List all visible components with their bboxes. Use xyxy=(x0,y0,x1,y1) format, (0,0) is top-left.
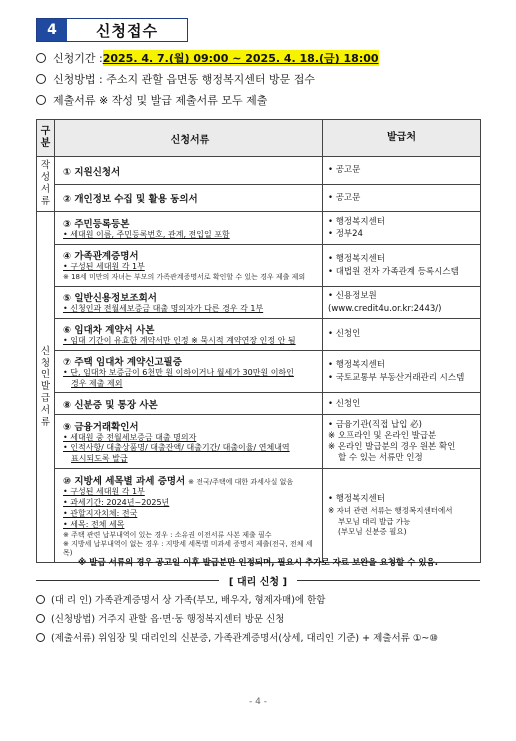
circle-bullet-icon xyxy=(36,633,45,642)
documents-text: 제출서류 ※ 작성 및 발급 제출서류 모두 제출 xyxy=(53,94,268,107)
row6-sub: • 임대 기간이 유효한 계약서만 인정 ※ 묵시적 계약연장 인정 안 됨 xyxy=(63,336,296,345)
period-label: 신청기간 : xyxy=(53,52,103,65)
circle-bullet-icon xyxy=(36,53,46,63)
proxy-header xyxy=(36,573,480,588)
method-line xyxy=(36,71,315,87)
row3-sub: • 세대원 이름, 주민등록번호, 관계, 전입일 포함 xyxy=(63,229,230,239)
row5-issuer2: (www.credit4u.or.kr:2443/) xyxy=(328,303,442,314)
row10-issuer4: (부모님 신분증 필요) xyxy=(338,527,407,537)
row10-note1: ※ 주택 관련 납부내역이 있는 경우 : 소유권 이전서류 사본 제출 필수 xyxy=(63,530,272,539)
header-issuer: 발급처 xyxy=(323,120,481,157)
row5-issuer1: • 신용정보원 xyxy=(328,291,377,302)
documents-line xyxy=(36,92,267,108)
row6-issuer: • 신청인 xyxy=(323,319,481,351)
row4-issuer1: • 행정복지센터 xyxy=(328,254,385,265)
row10-title-note: ※ 전국/주택에 대한 과세사실 없음 xyxy=(188,477,294,486)
section-title: 신청접수 xyxy=(96,21,158,40)
group-issued: 신청인 발급서류 xyxy=(37,212,55,563)
group-written: 작성서류 xyxy=(37,157,55,212)
proxy-title: [ 대리 신청 ] xyxy=(228,577,288,588)
row10-issuer1: • 행정복지센터 xyxy=(328,494,385,505)
row8-issuer: • 신청인 xyxy=(323,393,481,415)
row10-issuer3: 부모님 대리 발급 가능 xyxy=(338,516,411,526)
section-number: 4 xyxy=(37,19,67,41)
row1-issuer: • 공고문 xyxy=(323,157,481,185)
row9-issuer1: • 금융기관(직접 납입 必) xyxy=(328,419,422,430)
proxy-line2-text: (신청방법) 거주지 관할 읍·면·동 행정복지센터 방문 신청 xyxy=(51,614,285,625)
row3-issuer2: • 정부24 xyxy=(328,229,363,239)
row8-title: ⑧ 신분증 및 통장 사본 xyxy=(63,399,158,411)
table-row xyxy=(37,287,481,319)
circle-bullet-icon xyxy=(36,95,46,105)
circle-bullet-icon xyxy=(36,74,46,84)
row9-sub1: • 세대원 중 전월세보증금 대출 명의자 xyxy=(63,432,197,442)
circle-bullet-icon xyxy=(36,614,45,623)
row9-sub3: 표시되도록 발급 xyxy=(71,454,128,464)
proxy-line-3 xyxy=(36,630,438,644)
method-text: 신청방법 : 주소지 관할 읍면동 행정복지센터 방문 접수 xyxy=(53,73,315,86)
period-value: 2025. 4. 7.(월) 09:00 ~ 2025. 4. 18.(금) 18:00 xyxy=(102,52,379,65)
row2-title: ② 개인정보 수집 및 활용 동의서 xyxy=(63,194,198,205)
row10-title: ⑩ 지방세 세목별 과세 증명서 xyxy=(63,475,186,487)
row10-note2: ※ 지방세 납부내역이 없는 경우 : 지방세 세목별 미과세 증명서 제출(전국, 전체 세목) xyxy=(63,539,313,558)
proxy-line-1 xyxy=(36,592,325,606)
row4-sub: • 구성된 세대원 각 1부 xyxy=(63,262,145,272)
header-doc: 신청서류 xyxy=(55,120,323,157)
table-row xyxy=(37,212,481,245)
divider xyxy=(36,580,219,581)
row7-title: ⑦ 주택 임대차 계약신고필증 xyxy=(63,356,182,368)
table-row xyxy=(37,415,481,469)
section-header xyxy=(36,18,188,42)
table-row xyxy=(37,245,481,287)
table-row xyxy=(37,469,481,563)
row10-sub2: • 과세기간: 2024년~2025년 xyxy=(63,498,170,508)
row7-issuer1: • 행정복지센터 xyxy=(328,360,385,371)
row2-issuer: • 공고문 xyxy=(323,185,481,212)
row5-title: ⑤ 일반신용정보조회서 xyxy=(63,293,157,305)
row9-sub2: • 인적사항/ 대출상품명/ 대출잔액/ 대출기간/ 대출이율/ 연체내역 xyxy=(63,443,290,453)
proxy-line1-text: (대 리 인) 가족관계증명서 상 가족(부모, 배우자, 형제자매)에 한함 xyxy=(51,595,326,606)
row4-note: ※ 18세 미만의 자녀는 부모의 가족관계증명서로 확인할 수 있는 경우 제출 제외 xyxy=(63,273,306,282)
proxy-line3-text: (제출서류) 위임장 및 대리인의 신분증, 가족관계증명서(상세, 대리인 기준) + 제출서류 ①~⑩ xyxy=(51,633,438,644)
row4-issuer2: • 대법원 전자 가족관계 등록시스템 xyxy=(328,266,459,277)
row10-issuer2: ※ 자녀 관련 서류는 행정복지센터에서 xyxy=(328,505,453,515)
header-gu: 구분 xyxy=(37,120,55,157)
proxy-line-2 xyxy=(36,611,284,625)
row9-title: ⑨ 금융거래확인서 xyxy=(63,421,139,433)
row7-sub2: 경우 제출 제외 xyxy=(71,378,123,388)
table-row xyxy=(37,350,481,393)
row4-title: ④ 가족관계증명서 xyxy=(63,251,139,263)
row3-title: ③ 주민등록등본 xyxy=(63,218,130,230)
page-number: - 4 - xyxy=(249,697,267,707)
row9-issuer4: 할 수 있는 서류만 인정 xyxy=(338,452,423,463)
circle-bullet-icon xyxy=(36,595,45,604)
documents-table xyxy=(36,119,481,563)
row10-sub3: • 관할지자치체: 전국 xyxy=(63,508,138,518)
row3-issuer1: • 행정복지센터 xyxy=(328,216,385,227)
table-row xyxy=(37,185,481,212)
row7-sub1: • 단, 임대차 보증금이 6천만 원 이하이거나 월세가 30만원 이하인 xyxy=(63,367,294,377)
row5-sub: • 신청인과 전월세보증금 대출 명의자가 다른 경우 각 1부 xyxy=(63,304,264,314)
period-line xyxy=(36,50,379,66)
row10-sub1: • 구성된 세대원 각 1부 xyxy=(63,487,145,497)
table-row xyxy=(37,393,481,415)
table-row xyxy=(37,157,481,185)
row9-issuer3: ※ 온라인 발급분의 경우 원본 확인 xyxy=(328,441,456,452)
divider xyxy=(297,580,480,581)
row6-title: ⑥ 임대차 계약서 사본 xyxy=(63,325,155,336)
row1-title: ① 지원신청서 xyxy=(63,166,121,178)
row7-issuer2: • 국토교통부 부동산거래관리 시스템 xyxy=(328,372,465,383)
table-row xyxy=(37,319,481,351)
footnote: ※ 발급 서류의 경우 공고일 이후 발급분만 인정되며, 필요시 추가로 자료 보완을 요청할 수 있음. xyxy=(78,558,438,568)
row9-issuer2: ※ 오프라인 및 온라인 발급분 xyxy=(328,430,437,441)
row10-sub4: • 세목: 전체 세목 xyxy=(63,519,125,529)
